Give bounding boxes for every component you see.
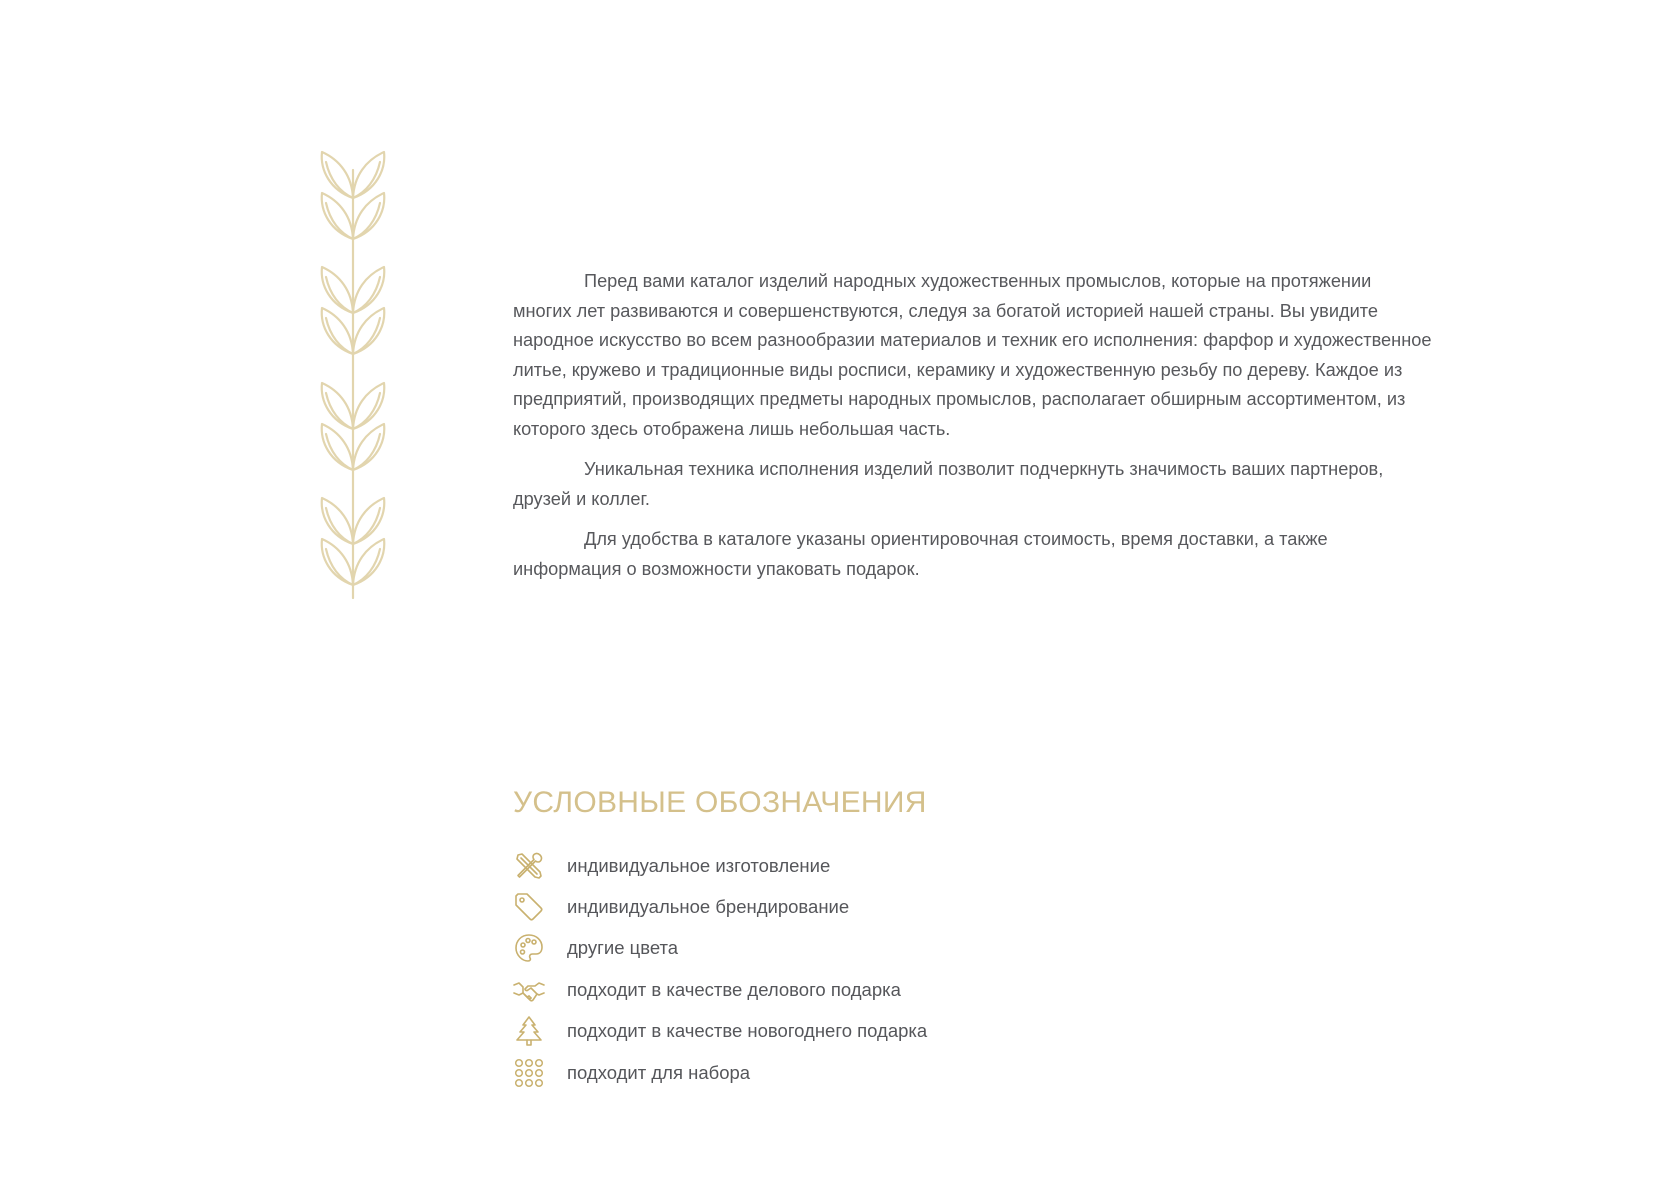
tools-icon (513, 850, 545, 882)
list-item (513, 845, 927, 886)
wheat-branch-icon (316, 150, 390, 600)
intro-text (513, 267, 1433, 595)
set-grid-icon (513, 1057, 545, 1089)
legend-label: другие цвета (567, 937, 679, 959)
list-item (513, 1011, 927, 1052)
tag-icon (513, 891, 545, 923)
legend-label: индивидуальное брендирование (567, 896, 850, 918)
intro-paragraph-3: Для удобства в каталоге указаны ориентировочная стоимость, время доставки, а также информация о возможности упаковать подарок. (513, 529, 1328, 579)
legend-label: подходит в качестве делового подарка (567, 978, 901, 1000)
palette-icon (513, 932, 545, 964)
handshake-icon (513, 974, 545, 1006)
list-item (513, 1052, 927, 1093)
list-item (513, 969, 927, 1010)
list-item (513, 886, 927, 927)
legend-title: УСЛОВНЫЕ ОБОЗНАЧЕНИЯ (513, 786, 927, 819)
intro-paragraph-1: Перед вами каталог изделий народных художественных промыслов, которые на протяжении многих лет развиваются и совершенствуются, следуя за богатой историей нашей страны. Вы увидите народное искусство во всем разнообразии материалов и техник его исполнения: фарфор и художественное литье, кружево и традиционные виды росписи, керамику и художественную резьбу по дереву. Каждое из предприятий, производящих предметы народных промыслов, располагает обширным ассортиментом, из которого здесь отображена лишь небольшая часть. (513, 271, 1432, 439)
legend-label: индивидуальное изготовление (567, 854, 831, 876)
christmas-tree-icon (513, 1015, 545, 1047)
list-item (513, 928, 927, 969)
legend-label: подходит в качестве новогоднего подарка (567, 1020, 928, 1042)
legend-list (513, 845, 927, 1093)
legend-label: подходит для набора (567, 1061, 751, 1083)
intro-paragraph-2: Уникальная техника исполнения изделий позволит подчеркнуть значимость ваших партнеров, друзей и коллег. (513, 459, 1384, 509)
